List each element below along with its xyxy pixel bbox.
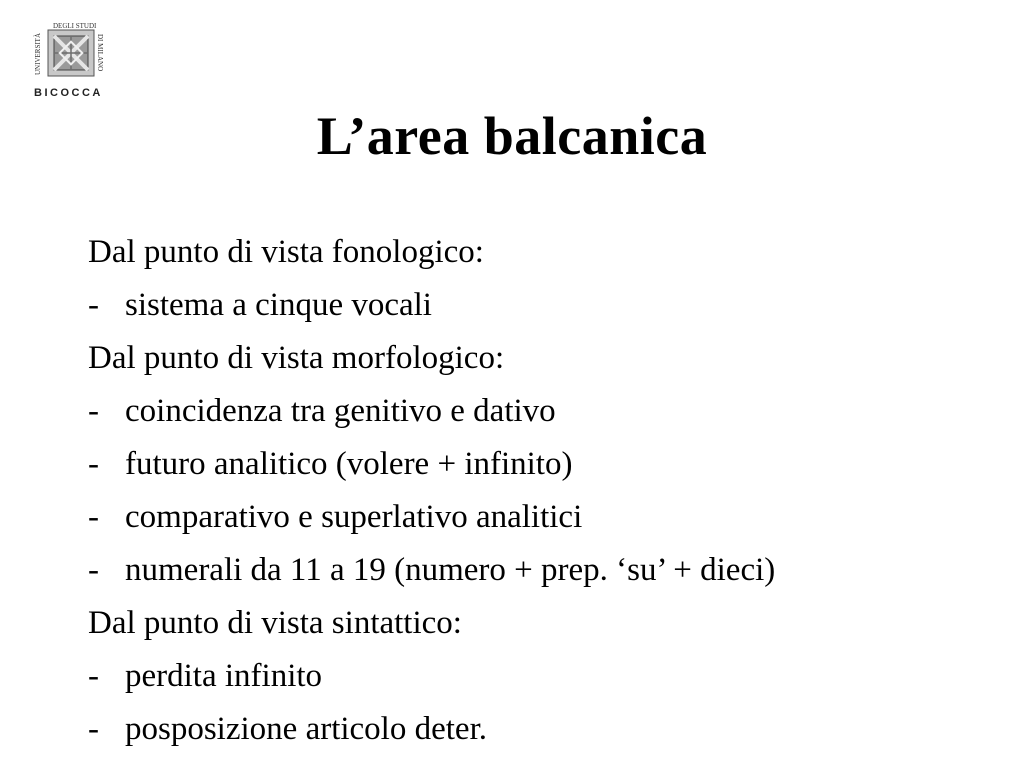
section-heading-morphology: Dal punto di vista morfologico:: [88, 340, 505, 376]
list-item-text: coincidenza tra genitivo e dativo: [125, 393, 556, 429]
logo-university-text: UNIVERSITÀ: [34, 33, 42, 75]
list-item-text: futuro analitico (volere + infinito): [125, 446, 573, 482]
logo-di-milano-text: DI MILANO: [96, 34, 104, 72]
logo-degli-studi-text: DEGLI STUDI: [53, 22, 97, 30]
dash-marker: -: [88, 711, 99, 747]
list-item: [88, 438, 988, 491]
list-item-text: numerali da 11 a 19 (numero + prep. ‘su’ + dieci): [125, 552, 776, 588]
logo-bicocca-text: BICOCCA: [34, 87, 103, 99]
list-item: [88, 544, 988, 597]
list-item-text: comparativo e superlativo analitici: [125, 499, 583, 535]
dash-marker: -: [88, 287, 99, 323]
dash-marker: -: [88, 446, 99, 482]
list-item: [88, 703, 988, 756]
dash-marker: -: [88, 552, 99, 588]
university-logo: [30, 22, 108, 102]
list-item-text: posposizione articolo deter.: [125, 711, 487, 747]
slide-content: [88, 226, 988, 756]
list-item: [88, 279, 988, 332]
slide-title: L’area balcanica: [316, 106, 708, 166]
list-item-text: sistema a cinque vocali: [125, 287, 432, 323]
list-item: [88, 491, 988, 544]
dash-marker: -: [88, 499, 99, 535]
section-heading-phonology: Dal punto di vista fonologico:: [88, 234, 484, 270]
list-item-text: perdita infinito: [125, 658, 323, 694]
list-item: [88, 650, 988, 703]
list-item: [88, 385, 988, 438]
dash-marker: -: [88, 393, 99, 429]
dash-marker: -: [88, 658, 99, 694]
section-heading-syntax: Dal punto di vista sintattico:: [88, 605, 462, 641]
